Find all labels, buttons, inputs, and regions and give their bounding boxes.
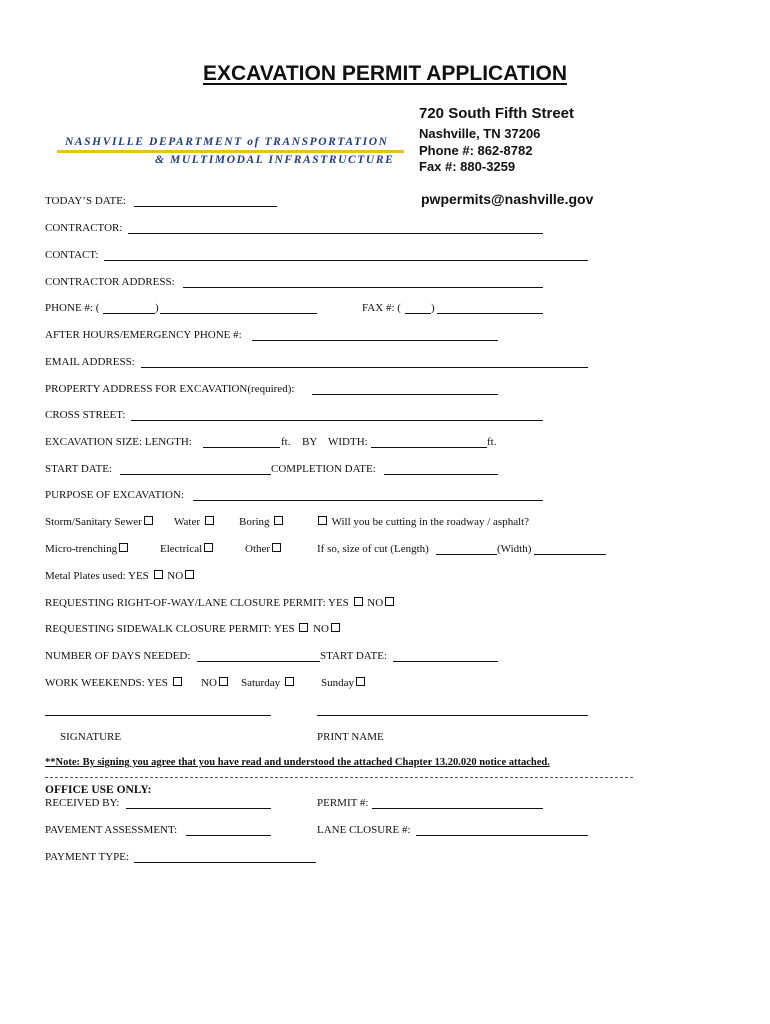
label-excavation-width: WIDTH:: [328, 436, 368, 448]
address-street: 720 South Fifth Street: [419, 105, 575, 122]
org-logo-line2: & MULTIMODAL INFRASTRUCTURE: [155, 154, 395, 166]
checkbox-row-closure-no[interactable]: [385, 597, 394, 606]
unit-ft-length: ft.: [281, 436, 291, 448]
field-permit-number[interactable]: [372, 808, 543, 809]
checkbox-water[interactable]: [205, 516, 214, 525]
field-lane-closure[interactable]: [416, 835, 588, 836]
field-contact[interactable]: [104, 260, 588, 261]
label-phone: PHONE #: (: [45, 302, 100, 314]
option-sunday[interactable]: Sunday: [321, 677, 367, 689]
label-received-by: RECEIVED BY:: [45, 797, 120, 809]
label-after-hours-phone: AFTER HOURS/EMERGENCY PHONE #:: [45, 329, 242, 341]
field-cut-width[interactable]: [534, 554, 606, 555]
option-storm-sewer[interactable]: Storm/Sanitary Sewer: [45, 516, 155, 528]
label-payment-type: PAYMENT TYPE:: [45, 851, 130, 863]
divider-office-use: [45, 777, 633, 778]
logo-divider: [57, 150, 404, 153]
checkbox-boring[interactable]: [274, 516, 283, 525]
field-contractor[interactable]: [128, 233, 543, 234]
option-electrical[interactable]: Electrical: [160, 543, 215, 555]
field-excavation-width[interactable]: [371, 447, 487, 448]
label-permit-number: PERMIT #:: [317, 797, 369, 809]
question-sidewalk-closure: REQUESTING SIDEWALK CLOSURE PERMIT: YES NO: [45, 623, 342, 635]
label-by: BY: [302, 436, 318, 448]
question-work-weekends: WORK WEEKENDS: YES: [45, 677, 184, 689]
checkbox-other[interactable]: [272, 543, 281, 552]
checkbox-weekends-yes[interactable]: [173, 677, 182, 686]
label-purpose: PURPOSE OF EXCAVATION:: [45, 489, 184, 501]
field-fax-area[interactable]: [405, 313, 431, 314]
label-cut-width: (Width): [497, 543, 532, 555]
field-signature[interactable]: [45, 715, 271, 716]
checkbox-sidewalk-closure-yes[interactable]: [299, 623, 308, 632]
checkbox-electrical[interactable]: [204, 543, 213, 552]
field-cross-street[interactable]: [131, 420, 543, 421]
option-weekends-no[interactable]: NO: [201, 677, 230, 689]
field-fax-number[interactable]: [437, 313, 543, 314]
label-excavation-length: EXCAVATION SIZE: LENGTH:: [45, 436, 192, 448]
address-phone: Phone #: 862-8782: [419, 143, 533, 158]
field-pavement-assessment[interactable]: [186, 835, 271, 836]
label-print-name: PRINT NAME: [317, 731, 384, 743]
label-start-date: START DATE:: [45, 463, 113, 475]
phone-paren-close: ): [155, 302, 159, 314]
field-excavation-length[interactable]: [203, 447, 280, 448]
label-contact: CONTACT:: [45, 249, 99, 261]
field-start-date-2[interactable]: [393, 661, 498, 662]
label-start-date-2: START DATE:: [320, 650, 388, 662]
checkbox-weekends-no[interactable]: [219, 677, 228, 686]
field-payment-type[interactable]: [134, 862, 316, 863]
label-pavement-assessment: PAVEMENT ASSESSMENT:: [45, 824, 178, 836]
agreement-note: **Note: By signing you agree that you have read and understood the attached Chapter 13.20.020 notice attached.: [45, 757, 550, 768]
unit-ft-width: ft.: [487, 436, 497, 448]
option-water[interactable]: Water: [174, 516, 216, 528]
question-row-closure: REQUESTING RIGHT-OF-WAY/LANE CLOSURE PERMIT: YES NO: [45, 597, 396, 609]
field-contractor-address[interactable]: [183, 287, 543, 288]
option-boring[interactable]: Boring: [239, 516, 285, 528]
label-fax: FAX #: (: [362, 302, 401, 314]
label-signature: SIGNATURE: [60, 731, 122, 743]
field-phone-area[interactable]: [103, 313, 155, 314]
field-phone-number[interactable]: [160, 313, 317, 314]
address-fax: Fax #: 880-3259: [419, 159, 516, 174]
label-size-of-cut: If so, size of cut (Length): [317, 543, 429, 555]
option-other[interactable]: Other: [245, 543, 283, 555]
field-completion-date[interactable]: [384, 474, 498, 475]
field-todays-date[interactable]: [134, 206, 277, 207]
field-received-by[interactable]: [126, 808, 271, 809]
field-start-date[interactable]: [120, 474, 271, 475]
checkbox-storm-sewer[interactable]: [144, 516, 153, 525]
checkbox-micro-trenching[interactable]: [119, 543, 128, 552]
label-lane-closure: LANE CLOSURE #:: [317, 824, 411, 836]
label-todays-date: TODAY’S DATE:: [45, 195, 126, 207]
field-property-address[interactable]: [312, 394, 498, 395]
label-days-needed: NUMBER OF DAYS NEEDED:: [45, 650, 191, 662]
option-saturday[interactable]: Saturday: [241, 677, 296, 689]
checkbox-sidewalk-closure-no[interactable]: [331, 623, 340, 632]
field-purpose[interactable]: [193, 500, 543, 501]
label-contractor: CONTRACTOR:: [45, 222, 123, 234]
field-email-address[interactable]: [141, 367, 588, 368]
label-completion-date: COMPLETION DATE:: [271, 463, 376, 475]
option-cutting-roadway[interactable]: Will you be cutting in the roadway / asphalt?: [316, 516, 529, 528]
label-property-address: PROPERTY ADDRESS FOR EXCAVATION(required):: [45, 383, 295, 395]
label-cross-street: CROSS STREET:: [45, 409, 126, 421]
checkbox-row-closure-yes[interactable]: [354, 597, 363, 606]
contact-email: pwpermits@nashville.gov: [421, 191, 594, 207]
label-contractor-address: CONTRACTOR ADDRESS:: [45, 276, 175, 288]
checkbox-saturday[interactable]: [285, 677, 294, 686]
checkbox-sunday[interactable]: [356, 677, 365, 686]
label-email-address: EMAIL ADDRESS:: [45, 356, 135, 368]
option-micro-trenching[interactable]: Micro-trenching: [45, 543, 130, 555]
question-metal-plates: Metal Plates used: YES NO: [45, 570, 196, 582]
field-cut-length[interactable]: [436, 554, 497, 555]
field-after-hours-phone[interactable]: [252, 340, 498, 341]
address-city: Nashville, TN 37206: [419, 126, 541, 141]
page-title: EXCAVATION PERMIT APPLICATION: [202, 62, 567, 85]
org-logo-line1: NASHVILLE DEPARTMENT of TRANSPORTATION: [65, 136, 389, 148]
checkbox-metal-plates-yes[interactable]: [154, 570, 163, 579]
field-print-name[interactable]: [317, 715, 588, 716]
fax-paren-close: ): [431, 302, 435, 314]
heading-office-use: OFFICE USE ONLY:: [45, 784, 152, 796]
checkbox-cutting-roadway[interactable]: [318, 516, 327, 525]
field-days-needed[interactable]: [197, 661, 320, 662]
checkbox-metal-plates-no[interactable]: [185, 570, 194, 579]
